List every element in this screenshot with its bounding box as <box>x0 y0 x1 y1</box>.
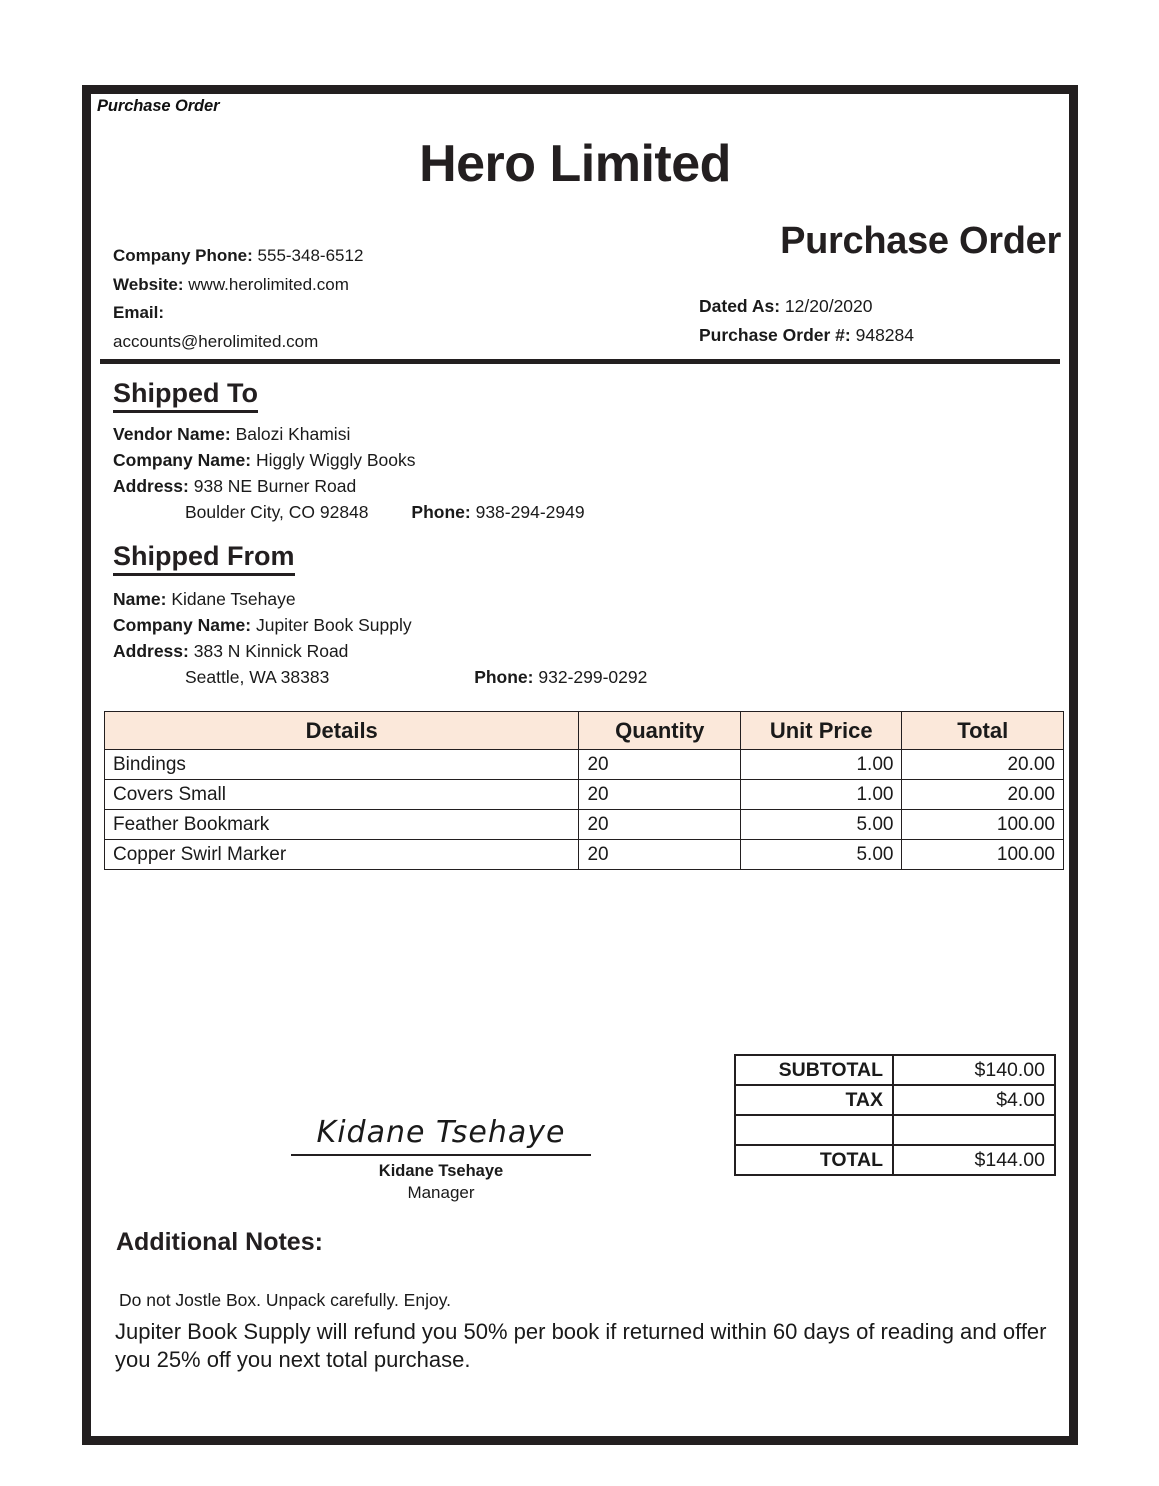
corner-tag: Purchase Order <box>97 97 220 115</box>
table-row <box>105 750 1064 780</box>
column-header-details: Details <box>105 712 579 750</box>
cell-details: Feather Bookmark <box>105 810 579 840</box>
shipped-to-address-value1: 938 NE Burner Road <box>193 476 357 496</box>
shipped-from-phone-value: 932-299-0292 <box>538 667 648 687</box>
shipped-to-company-value: Higgly Wiggly Books <box>255 450 416 470</box>
column-header-total: Total <box>902 712 1064 750</box>
additional-notes-heading: Additional Notes: <box>116 1228 323 1256</box>
line-items-table <box>104 711 1064 870</box>
table-row <box>105 840 1064 870</box>
cell-total: 20.00 <box>902 750 1064 780</box>
company-email-label-line <box>113 299 493 328</box>
company-phone-label: Company Phone: <box>113 246 253 265</box>
total-row <box>735 1145 1055 1175</box>
shipped-from-block <box>113 586 1013 690</box>
shipped-from-name-line <box>113 586 1013 612</box>
company-email-label: Email: <box>113 303 165 322</box>
shipped-from-company-line <box>113 612 1013 638</box>
cell-unit-price: 5.00 <box>740 840 902 870</box>
company-website-value: www.herolimited.com <box>188 274 349 294</box>
cell-quantity: 20 <box>579 780 741 810</box>
company-contact-block <box>113 242 493 356</box>
signature-role: Manager <box>407 1183 475 1202</box>
shipped-to-block <box>113 421 1013 525</box>
totals-spacer-row <box>735 1115 1055 1145</box>
tax-row <box>735 1085 1055 1115</box>
subtotal-value: $140.00 <box>893 1055 1055 1085</box>
cell-total: 100.00 <box>902 840 1064 870</box>
shipped-from-address-line1 <box>113 638 1013 664</box>
shipped-from-company-label: Company Name: <box>113 615 252 635</box>
dated-as-line <box>699 292 914 321</box>
shipped-to-heading: Shipped To <box>113 377 258 413</box>
shipped-from-phone-label: Phone: <box>474 667 534 687</box>
signature-area <box>286 1114 596 1203</box>
column-header-quantity: Quantity <box>579 712 741 750</box>
document-inner <box>91 94 1069 1436</box>
cell-details: Bindings <box>105 750 579 780</box>
shipped-from-name-value: Kidane Tsehaye <box>171 589 296 609</box>
document-type-title: Purchase Order <box>780 220 1061 262</box>
additional-notes-line-2: Jupiter Book Supply will refund you 50% per book if returned within 60 days of reading and offer you 25% off you next total purchase. <box>115 1319 1047 1372</box>
totals-spacer-cell-left <box>735 1115 893 1145</box>
shipped-from-address-value1: 383 N Kinnick Road <box>193 641 349 661</box>
company-email-value-line: accounts@herolimited.com <box>113 331 319 351</box>
shipped-to-phone-value: 938-294-2949 <box>475 502 585 522</box>
shipped-to-phone-label: Phone: <box>411 502 471 522</box>
dated-as-value: 12/20/2020 <box>784 296 873 316</box>
totals-table <box>734 1054 1056 1176</box>
company-website-label: Website: <box>113 274 184 294</box>
cell-unit-price: 1.00 <box>740 780 902 810</box>
shipped-to-vendor-label: Vendor Name: <box>113 424 231 444</box>
cell-unit-price: 5.00 <box>740 810 902 840</box>
cell-quantity: 20 <box>579 810 741 840</box>
signature-script: Kidane Tsehaye <box>316 1115 566 1150</box>
column-header-unit-price: Unit Price <box>740 712 902 750</box>
shipped-from-name-label: Name: <box>113 589 167 609</box>
table-row <box>105 810 1064 840</box>
cell-total: 20.00 <box>902 780 1064 810</box>
total-label: TOTAL <box>735 1145 893 1175</box>
subtotal-row <box>735 1055 1055 1085</box>
document-frame <box>82 85 1078 1445</box>
total-value: $144.00 <box>893 1145 1055 1175</box>
table-row <box>105 780 1064 810</box>
shipped-from-company-value: Jupiter Book Supply <box>255 615 412 635</box>
tax-label: TAX <box>735 1085 893 1115</box>
company-phone-line <box>113 242 493 271</box>
header-divider <box>100 359 1060 364</box>
shipped-to-vendor-line <box>113 421 1013 447</box>
table-header-row <box>105 712 1064 750</box>
subtotal-label: SUBTOTAL <box>735 1055 893 1085</box>
tax-value: $4.00 <box>893 1085 1055 1115</box>
shipped-to-address-line2 <box>113 499 1013 525</box>
cell-unit-price: 1.00 <box>740 750 902 780</box>
cell-total: 100.00 <box>902 810 1064 840</box>
shipped-to-company-line <box>113 447 1013 473</box>
cell-details: Covers Small <box>105 780 579 810</box>
additional-notes-line-1: Do not Jostle Box. Unpack carefully. Enjoy. <box>119 1290 452 1310</box>
company-phone-value: 555-348-6512 <box>257 246 364 265</box>
purchase-order-number-value: 948284 <box>855 325 915 345</box>
shipped-from-address-value2: Seattle, WA 38383 <box>185 667 330 687</box>
purchase-order-number-line <box>699 321 914 350</box>
company-title: Hero Limited <box>419 135 731 193</box>
cell-details: Copper Swirl Marker <box>105 840 579 870</box>
shipped-to-address-value2: Boulder City, CO 92848 <box>185 502 369 522</box>
company-website-line <box>113 271 493 300</box>
cell-quantity: 20 <box>579 750 741 780</box>
totals-spacer-cell-right <box>893 1115 1055 1145</box>
document-meta-block <box>699 292 914 350</box>
shipped-to-address-label: Address: <box>113 476 189 496</box>
purchase-order-number-label: Purchase Order #: <box>699 325 851 345</box>
shipped-to-company-label: Company Name: <box>113 450 252 470</box>
cell-quantity: 20 <box>579 840 741 870</box>
shipped-to-address-line1 <box>113 473 1013 499</box>
shipped-from-heading: Shipped From <box>113 540 295 576</box>
signature-line <box>291 1154 591 1156</box>
signature-printed-name: Kidane Tsehaye <box>378 1162 504 1180</box>
shipped-to-vendor-value: Balozi Khamisi <box>235 424 351 444</box>
totals-box <box>734 1054 1056 1176</box>
shipped-from-address-line2 <box>113 664 1013 690</box>
shipped-from-address-label: Address: <box>113 641 189 661</box>
dated-as-label: Dated As: <box>699 296 781 316</box>
